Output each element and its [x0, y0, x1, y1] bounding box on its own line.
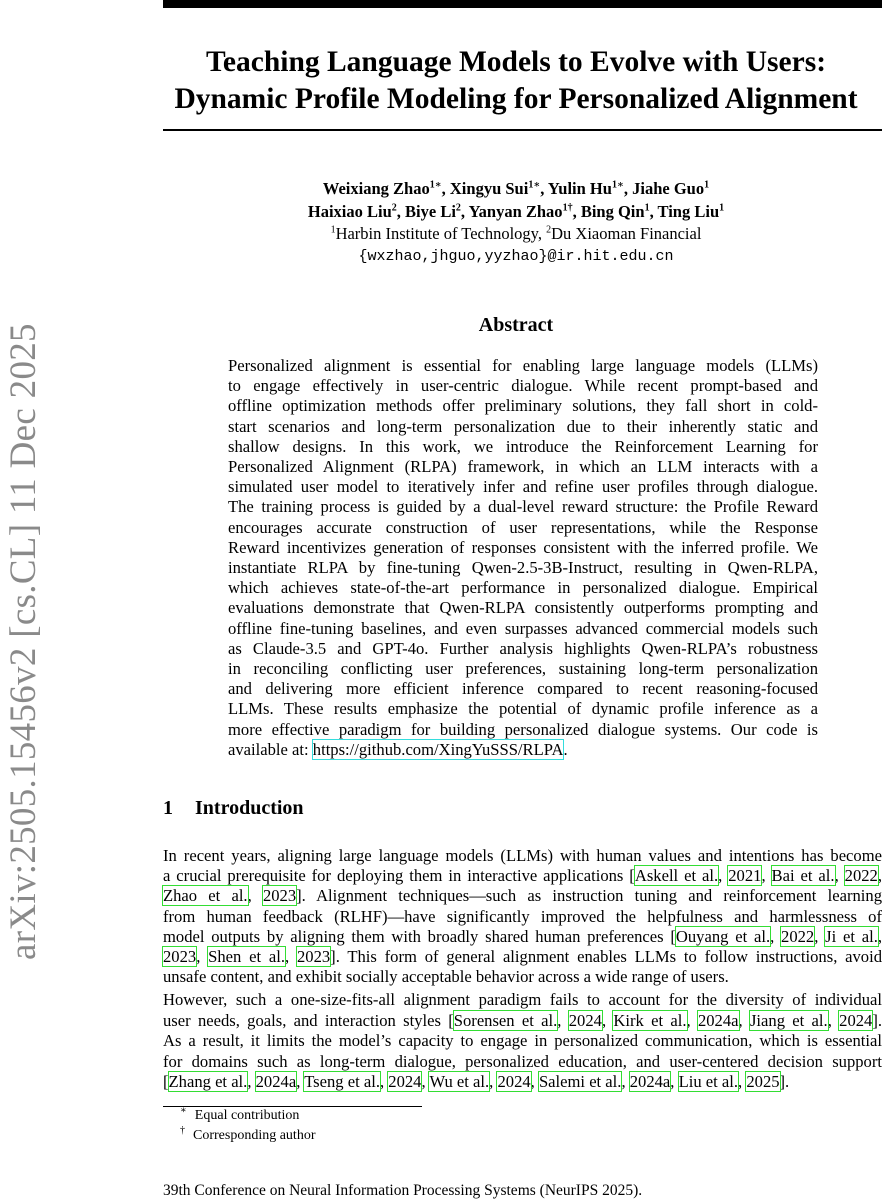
text-run: , [738, 1072, 747, 1091]
text-run: offline fine-tuning baselines, and even surpasses advanced commercial models such [228, 618, 818, 638]
author-name: Yanyan Zhao [468, 201, 563, 221]
text-run: , [761, 866, 772, 886]
citation-link[interactable]: 2024 [388, 1072, 422, 1091]
text-line [228, 619, 818, 639]
footnote-mark: † [180, 1125, 185, 1137]
text-run: , [379, 1072, 389, 1091]
text-run: a crucial prerequisite for deploying them in interactive applications [ [163, 866, 635, 886]
text-run: , [296, 1072, 305, 1091]
text-run: , [827, 1010, 840, 1030]
footnote-mark: ∗ [180, 1105, 187, 1117]
text-run: , [489, 1072, 498, 1091]
text-run: , [834, 866, 845, 886]
text-run: However, such a one-size-fits-all alignment paradigm fails to account for the diversity of individual [163, 990, 882, 1009]
text-run: Personalized alignment is essential for enabling large language models (LLMs) [228, 356, 818, 375]
section-heading-introduction [163, 797, 304, 820]
text-run: , [686, 1010, 698, 1030]
text-line [228, 457, 818, 477]
text-run: start scenarios and long-term personalization due to their inherently static and [228, 416, 818, 436]
author-name: Haixiao Liu [307, 201, 392, 221]
text-line [228, 598, 818, 618]
text-run: , [421, 1072, 430, 1091]
text-run: offline optimization methods offer preliminary solutions, they fall short in cold- [228, 396, 818, 416]
citation-link[interactable]: Zhao et al. [163, 886, 248, 906]
text-line [228, 578, 818, 598]
citation-link[interactable]: Liu et al. [678, 1072, 739, 1091]
text-line [228, 538, 818, 558]
citation-link[interactable]: Kirk et al. [613, 1010, 687, 1030]
author-affiliation-marker: 1† [562, 202, 573, 213]
author-name: Biye Li [405, 201, 456, 221]
text-run: evaluations demonstrate that Qwen-RLPA consistently outperforms prompting and [228, 598, 818, 618]
author-line-1: Weixiang Zhao$^{1∗}$, Xingyu Sui$^{1∗}$, Yulin $Hu^{1∗}$, Jiahe Guo$^1$ [322, 179, 710, 198]
citation-link[interactable]: Jiang et al. [749, 1010, 828, 1030]
footnote-corresponding-author [180, 1125, 316, 1144]
text-line [228, 558, 818, 578]
author-affiliation-marker: 1 [719, 202, 725, 213]
text-run: [ [163, 1072, 169, 1091]
footnote-text: Corresponding author [193, 1128, 316, 1143]
citation-link[interactable]: 2024a [255, 1072, 297, 1091]
author-block [150, 178, 882, 268]
affiliation-marker: 1 [330, 224, 336, 236]
citation-link[interactable]: Bai et al. [771, 866, 835, 886]
text-line [163, 967, 882, 987]
citation-link[interactable]: Shen et al. [208, 947, 286, 966]
author-affiliation-marker: 1∗ [611, 179, 624, 191]
citation-link[interactable]: 2023 [163, 947, 197, 966]
citation-link[interactable]: Zhang et al. [168, 1072, 248, 1091]
text-line [228, 376, 818, 396]
text-run: simulated user model to iteratively infer and refine user profiles through dialogue. [228, 477, 818, 497]
text-run: , [718, 866, 729, 886]
text-line [163, 886, 882, 906]
text-run: which achieves state-of-the-art performance in personalized dialogue. Empirical [228, 578, 818, 598]
text-line [228, 659, 818, 679]
citation-link[interactable]: 2023 [296, 947, 331, 966]
text-run: ]. [872, 1010, 882, 1030]
text-run: more effective paradigm for building personalized dialogue systems. Our code is [228, 719, 818, 739]
author-name: Ting Liu [657, 201, 720, 221]
text-line [228, 477, 818, 497]
text-run: , [670, 1072, 679, 1091]
text-line [228, 740, 818, 760]
text-run: shallow designs. In this work, we introduce the Reinforcement Learning for [228, 436, 818, 456]
citation-link[interactable]: 2024 [497, 1072, 531, 1091]
affiliation-2: Du Xiaoman Financial [551, 224, 702, 243]
text-line [163, 927, 882, 947]
text-line [163, 866, 882, 886]
author-line-2: Haixiao Liu$^2$, Biye Li$^2$, Yanyan Zhao$^{1\dagger}$, Bing Qin$^1$, Ting Liu$^1$ [307, 201, 725, 221]
text-run: ]. This form of general alignment enables LLMs to follow instructions, avoid [330, 947, 882, 966]
text-line [228, 720, 818, 740]
text-run: to engage effectively in user-centric dialogue. While recent prompt-based and [228, 376, 818, 396]
text-run: , [770, 926, 782, 946]
paper-title-line-1: Teaching Language Models to Evolve with Users: [205, 46, 827, 78]
author-name: Bing Qin [580, 201, 645, 221]
text-run: , [877, 926, 882, 946]
text-run: Personalized Alignment (RLPA) framework, in which an LLM interacts with a [228, 457, 818, 476]
citation-link[interactable]: Sorensen et al. [453, 1010, 558, 1030]
text-line [228, 417, 818, 437]
footnote-equal-contribution [180, 1105, 300, 1124]
conference-footer: 39th Conference on Neural Information Processing Systems (NeurIPS 2025). [163, 1182, 643, 1199]
text-run: , [196, 947, 209, 966]
paper-title-line-2: Dynamic Profile Modeling for Personalized Alignment [174, 83, 858, 115]
author-name: Yulin Hu [547, 179, 612, 198]
text-line [228, 679, 818, 699]
author-affiliation-marker: 1∗ [528, 179, 541, 191]
text-run: , [530, 1072, 539, 1091]
text-line [163, 1052, 882, 1073]
citation-link[interactable]: Ji et al. [825, 926, 878, 946]
citation-link[interactable]: 2024 [839, 1010, 873, 1030]
text-run: The training process is guided by a dual-level reward structure: the Profile Reward [228, 497, 818, 517]
citation-link[interactable]: 2024a [697, 1010, 739, 1030]
text-run: instantiate RLPA by fine-tuning Qwen-2.5-3B-Instruct, resulting in Qwen-RLPA, [228, 558, 818, 577]
text-line [163, 990, 882, 1011]
author-affiliation-marker: 1∗ [429, 179, 442, 191]
citation-link[interactable]: 2024 [568, 1010, 602, 1030]
text-run: . [563, 739, 568, 759]
text-run: , [877, 866, 882, 886]
text-run: , [621, 1072, 630, 1091]
footnote-rule [163, 1106, 422, 1107]
affiliation-1: Harbin Institute of Technology, [335, 224, 547, 243]
text-run: , [601, 1010, 614, 1030]
text-line [228, 699, 818, 719]
text-run: unsafe content, and exhibit socially acceptable behavior across a wide range of users. [163, 967, 729, 987]
text-run: from human feedback (RLHF)—have significantly improved the helpfulness and harmlessness of [163, 906, 882, 926]
author-name: Jiahe Guo [632, 179, 705, 198]
text-run: available at: [228, 739, 313, 759]
text-line [163, 846, 882, 866]
text-run: ]. Alignment techniques—such as instruction tuning and reinforcement learning [296, 886, 882, 906]
text-line [163, 1072, 882, 1093]
text-run: encourages accurate construction of user representations, while the Response [228, 517, 818, 537]
text-line [228, 518, 818, 538]
text-run: as Claude-3.5 and GPT-4o. Further analysis highlights Qwen-RLPA’s robustness [228, 638, 818, 658]
text-run: , [557, 1010, 569, 1030]
text-run: user needs, goals, and interaction styles [ [163, 1010, 454, 1030]
text-run: model outputs by aligning them with broadly shared human preferences [ [163, 926, 676, 946]
text-line [163, 907, 882, 927]
author-affiliation-marker: 1 [704, 179, 710, 191]
text-line [228, 356, 818, 376]
text-run: As a result, it limits the model’s capacity to engage in personalized communication, which is essential [163, 1031, 882, 1050]
author-affiliation-marker: 1 [644, 202, 650, 213]
citation-link[interactable]: 2024a [629, 1072, 671, 1091]
text-run: In recent years, aligning large language models (LLMs) with human values and intentions has become [163, 846, 882, 865]
text-line [163, 1031, 882, 1052]
citation-link[interactable]: Askell et al. [634, 866, 719, 886]
affiliations [150, 223, 882, 246]
author-affiliation-marker: 2 [391, 202, 397, 213]
text-run: and delivering more efficient inference compared to recent reasoning-focused [228, 679, 818, 699]
author-name: Xingyu Sui [449, 179, 529, 198]
text-line [163, 947, 882, 967]
text-run: for domains such as long-term dialogue, personalized education, and user-centered decision support [163, 1051, 882, 1071]
title-bottom-rule [163, 129, 882, 131]
text-run: , [247, 1072, 256, 1091]
footnote-text: Equal contribution [194, 1108, 300, 1123]
affiliation-marker: 2 [546, 224, 552, 236]
author-affiliation-marker: 2 [455, 202, 461, 213]
citation-link[interactable]: 2022 [781, 926, 815, 946]
text-line [228, 396, 818, 416]
text-run: ]. [779, 1072, 790, 1091]
code-repository-link[interactable]: https://github.com/XingYuSSS/RLPA [312, 739, 564, 759]
text-run: in reconciling conflicting user preferences, sustaining long-term personalization [228, 659, 818, 678]
text-run: , [814, 926, 826, 946]
citation-link[interactable]: Wu et al. [429, 1072, 490, 1091]
text-line [163, 1011, 882, 1032]
citation-link[interactable]: Salemi et al. [538, 1072, 622, 1091]
citation-link[interactable]: 2022 [844, 866, 878, 886]
text-run: , [285, 947, 297, 966]
text-line [228, 639, 818, 659]
section-number: 1 [163, 797, 173, 819]
abstract-heading: Abstract [478, 314, 554, 336]
author-emails: {wxzhao,jhguo,yyzhao}@ir.hit.edu.cn [358, 247, 674, 265]
author-name: Weixiang Zhao [322, 179, 430, 198]
text-run: , [247, 886, 263, 906]
title-top-rule [163, 0, 882, 8]
text-run: , [738, 1010, 750, 1030]
citation-link[interactable]: 2025 [746, 1072, 780, 1091]
citation-link[interactable]: 2021 [728, 866, 762, 886]
citation-link[interactable]: Tseng et al. [304, 1072, 380, 1091]
citation-link[interactable]: 2023 [262, 886, 297, 906]
section-title: Introduction [195, 797, 304, 819]
text-run: LLMs. These results emphasize the potential of dynamic profile inference as a [228, 699, 818, 719]
text-run: Reward incentivizes generation of responses consistent with the inferred profile. We [228, 537, 818, 557]
text-line [228, 437, 818, 457]
citation-link[interactable]: Ouyang et al. [675, 926, 771, 946]
arxiv-identifier-stamp: arXiv:2505.15456v2 [cs.CL] 11 Dec 2025 [3, 323, 44, 960]
text-line [228, 497, 818, 517]
